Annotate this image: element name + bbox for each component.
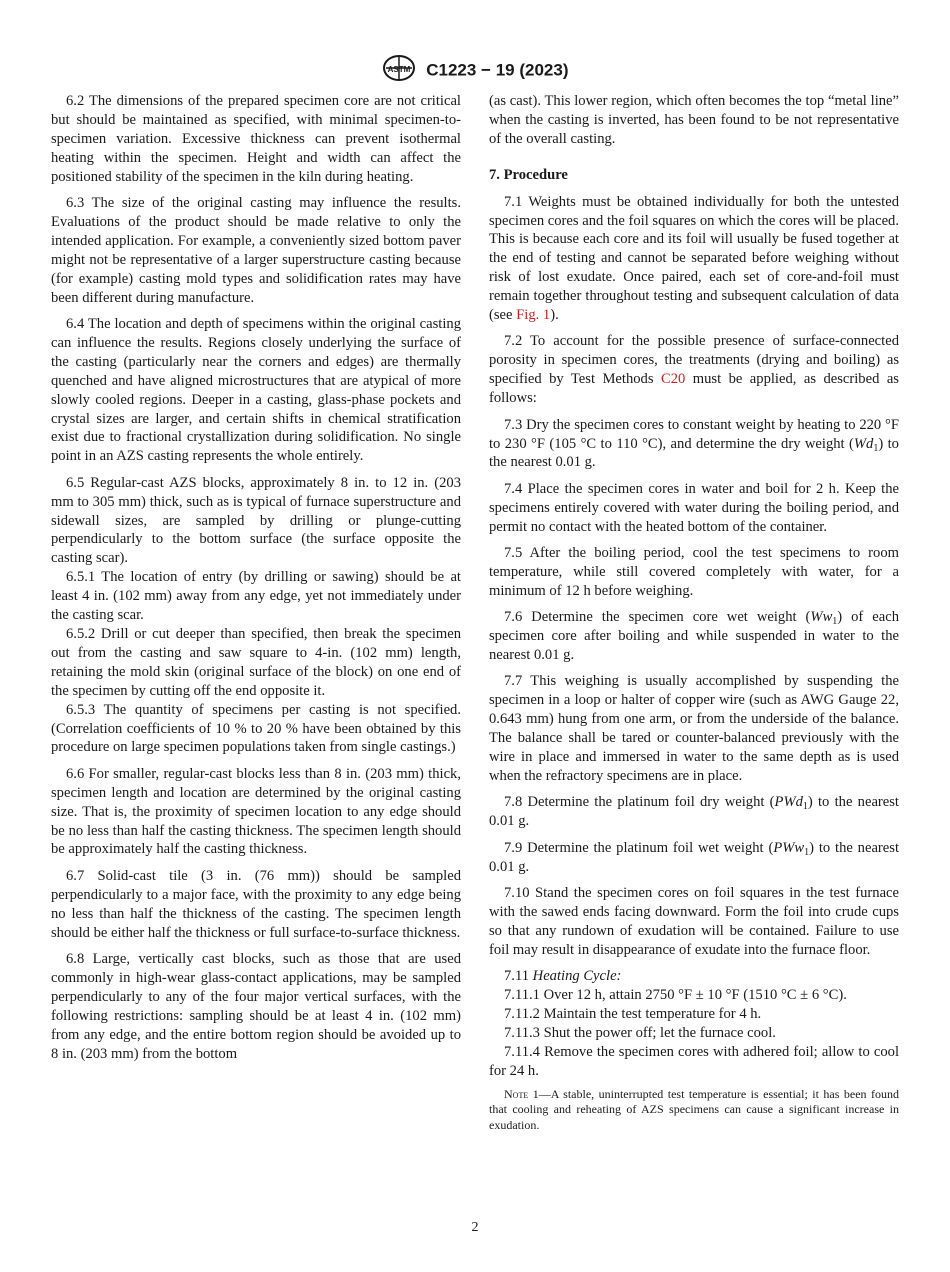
right-column (489, 92, 899, 1141)
para-6-4: 6.4 The location and depth of specimens within the original casting can influence the results. Regions closely underlying the surface of the casting (particularly near the corners and edges) are thermally quenched and have aligned microstructures that are atypical of more slowly cooled regions. Deeper in a casting, glass-phase pockets and crystal sizes are larger, and certain shifts in chemical stratification exist due to fractional crystallization during solidification. No single point in an AZS casting represents the whole entirely. (51, 315, 461, 465)
standard-designation: C1223 − 19 (2023) (426, 60, 569, 80)
para-6-5-1: 6.5.1 The location of entry (by drilling or sawing) should be at least 4 in. (102 mm) away from any edge, yet not immediately under the casting scar. (51, 569, 461, 624)
para-7-2: 7.2 To account for the possible presence of surface-connected porosity in specimen cores, the treatments (drying and boiling) as specified by Test Methods C20 must be applied, as described as follows: (489, 333, 899, 407)
para-7-5: 7.5 After the boiling period, cool the test specimens to room temperature, while still covered completely with water, for a minimum of 12 h before weighing. (489, 545, 899, 599)
para-6-7: 6.7 Solid-cast tile (3 in. (76 mm)) should be sampled perpendicularly to a major face, with the proximity to any edge being no less than half the thickness of the casting. The specimen length should be either half the thickness or full surface-to-surface thickness. (51, 867, 461, 941)
para-6-2: 6.2 The dimensions of the prepared specimen core are not critical but should be maintained as specified, with minimal specimen-to-specimen variation. Excessive thickness can prevent isothermal heating within the specimen. Height and width can affect the positioned stability of the specimen in the kiln during heating. (51, 93, 461, 185)
page-header (0, 54, 950, 87)
para-7-3: 7.3 Dry the specimen cores to constant weight by heating to 220 °F to 230 °F (105 °C to 110 °C), and determine the dry weight $(Wd_1)$ to the nearest 0.01 g. (489, 416, 899, 471)
fig-1-link[interactable]: Fig. 1 (516, 307, 551, 324)
para-6-6: 6.6 For smaller, regular-cast blocks less than 8 in. (203 mm) thick, specimen length and location are determined by the original casting size. That is, the proximity of specimen location to any edge should be no less than half the casting thickness. The specimen length should be approximately half the casting thickness. (51, 765, 461, 858)
para-7-1: 7.1 Weights must be obtained individually for both the untested specimen cores and the foil squares on which the cores will be placed. This is because each core and its foil will usually be fused together at the end of testing and cannot be separated before weighing without risk of lost exudate. Once paired, each set of core-and-foil must remain together throughout testing and subsequent calculation of data (see Fig. 1). (489, 193, 899, 324)
para-6-5-3: 6.5.3 The quantity of specimens per casting is not specified. (Correlation coefficients of 10 % to 20 % have been obtained by this procedure on large specimen populations taken from single castings.) (51, 701, 461, 756)
section-heading-procedure: 7. Procedure (489, 166, 568, 183)
para-7-7: 7.7 This weighing is usually accomplished by suspending the specimen in a loop or halter of copper wire (such as AWG Gauge 22, 0.643 mm) hung from one arm, or from the underside of the balance. The balance shall be tared or counter-balanced previously with the wire in place and immersed in water to the same depth as is used when the refractory specimens are in place. (489, 673, 899, 784)
left-column (51, 92, 461, 1071)
astm-logo-icon (382, 54, 416, 87)
para-7-11: 7.11 Heating Cycle: (504, 968, 622, 985)
note-1: Note 1—A stable, uninterrupted test temperature is essential; it has been found that cooling and reheating of AZS specimens can cause a significant increase in exudation. (489, 1086, 899, 1132)
para-6-8: 6.8 Large, vertically cast blocks, such as those that are used commonly in high-wear glass-contact applications, may be sampled perpendicularly to any of the four major vertical surfaces, with the following restrictions: sampling should be at least 4 in. (102 mm) from any edge, and the entire bottom region should be avoided up to 8 in. (203 mm) from the bottom (51, 950, 461, 1062)
para-7-11-2: 7.11.2 Maintain the test temperature for 4 h. (504, 1005, 762, 1022)
para-7-11-3: 7.11.3 Shut the power off; let the furnace cool. (504, 1024, 776, 1041)
para-6-8-continued: (as cast). This lower region, which often becomes the top “metal line” when the casting is inverted, has been found to be not representative of the overall casting. (489, 93, 899, 147)
svg-text:ASTM: ASTM (387, 65, 410, 74)
para-7-11-1: 7.11.1 Over 12 h, attain 2750 °F ± 10 °F (1510 °C ± 6 °C). (504, 987, 847, 1004)
para-7-4: 7.4 Place the specimen cores in water and boil for 2 h. Keep the specimens entirely covered with water during the boiling period, and permit no contact with the heated bottom of the container. (489, 480, 899, 535)
para-7-11-4: 7.11.4 Remove the specimen cores with adhered foil; allow to cool for 24 h. (489, 1043, 899, 1079)
para-6-5: 6.5 Regular-cast AZS blocks, approximately 8 in. to 12 in. (203 mm to 305 mm) thick, such as is typical of furnace superstructure and sidewall sizes, are sampled by drilling or plunge-cutting perpendicularly to the bottom surface (the surface opposite the casting scar). (51, 474, 461, 567)
c20-link[interactable]: C20 (660, 371, 686, 388)
para-6-5-2: 6.5.2 Drill or cut deeper than specified, then break the specimen out from the casting and saw square to 4-in. (102 mm) length, retaining the mold skin (original surface of the block) on one end of the specimen by cutting off the end opposite it. (51, 625, 461, 699)
para-7-6: 7.6 Determine the specimen core wet weight $(Ww_1)$ of each specimen core after boiling and while suspended in water to the nearest 0.01 g. (489, 609, 900, 664)
para-7-9: 7.9 Determine the platinum foil wet weight (PWw$_1$) to the nearest 0.01 g. (489, 839, 899, 875)
page-number: 2 (471, 1220, 479, 1235)
para-7-10: 7.10 Stand the specimen cores on foil squares in the test furnace with the sawed ends facing downward. Form the foil into crude cups so that any rundown of exudation will be contained. Failure to use foil may result in disappearance of exudate into the furnace floor. (489, 885, 899, 958)
para-7-8: 7.8 Determine the platinum foil dry weight (PWd$_1$) to the nearest 0.01 g. (489, 794, 899, 830)
para-6-3: 6.3 The size of the original casting may influence the results. Evaluations of the product should be made relative to only the intended application. For example, a conveniently sized bottom paver might not be representative of a larger superstructure casting because (for example) casting mold types and solidification rates may have been different during manufacture. (51, 195, 461, 306)
